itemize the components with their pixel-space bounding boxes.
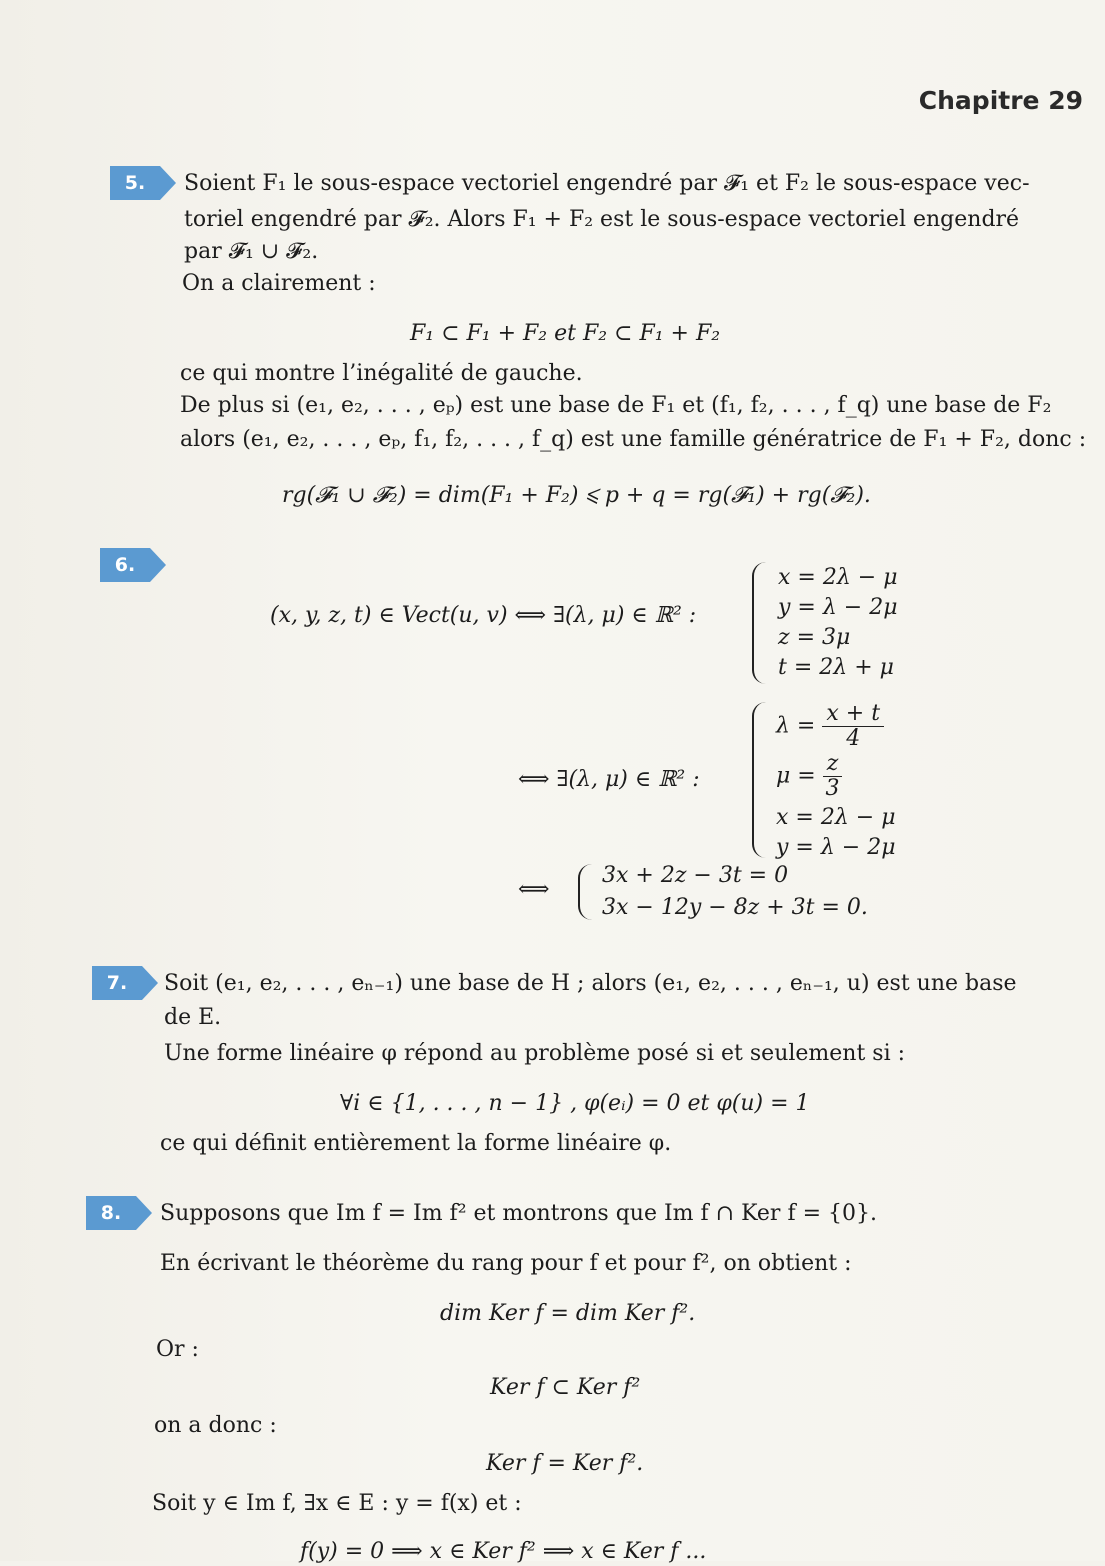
ex5-line-1: Soient F₁ le sous-espace vectoriel engendré par 𝓕₁ et F₂ le sous-espace vec- (184, 171, 1030, 196)
ex8-line-6: f(y) = 0 ⟹ x ∈ Ker f² ⟹ x ∈ Ker f ... (300, 1539, 707, 1564)
brace-1 (752, 562, 768, 684)
exercise-8-badge (86, 1196, 152, 1230)
chapter-title: Chapitre 29 (918, 86, 1083, 115)
exercise-5-badge (110, 166, 176, 200)
badge-arrow-icon (160, 166, 176, 200)
ex6-lhs-2: ⟺ ∃(λ, μ) ∈ ℝ² : (518, 767, 700, 792)
ex7-line-1: Soit (e₁, e₂, . . . , eₙ₋₁) une base de H ; alors (e₁, e₂, . . . , eₙ₋₁, u) est une base (164, 971, 1017, 996)
ex7-line-4: ce qui définit entièrement la forme linéaire φ. (160, 1131, 672, 1156)
mu-numerator: z (823, 752, 843, 777)
ex6-mu-row (776, 752, 842, 801)
lambda-lhs: λ = (776, 713, 816, 739)
ex5-line-3: par 𝓕₁ ∪ 𝓕₂. (184, 239, 319, 264)
ex6-system-1-eq-3: z = 3μ (778, 625, 851, 650)
ex5-line-5: ce qui montre l’inégalité de gauche. (180, 361, 583, 386)
ex6-system-2-eq-4: y = λ − 2μ (776, 835, 896, 860)
badge-arrow-icon (150, 548, 166, 582)
ex8-line-1: Supposons que Im f = Im f² et montrons que Im f ∩ Ker f = {0}. (160, 1201, 877, 1226)
exercise-7-badge (92, 966, 158, 1000)
badge-arrow-icon (142, 966, 158, 1000)
ex8-equation-2: Ker f ⊂ Ker f² (490, 1375, 641, 1400)
ex6-lambda-row (776, 702, 884, 751)
ex8-line-5: Soit y ∈ Im f, ∃x ∈ E : y = f(x) et : (152, 1491, 522, 1516)
exercise-6-badge (100, 548, 166, 582)
ex5-equation-1: F₁ ⊂ F₁ + F₂ et F₂ ⊂ F₁ + F₂ (410, 321, 721, 346)
ex7-line-2: de E. (164, 1005, 222, 1030)
ex6-system-1-eq-1: x = 2λ − μ (778, 565, 898, 590)
ex8-line-3: Or : (156, 1337, 199, 1362)
mu-lhs: μ = (776, 763, 816, 789)
badge-arrow-icon (136, 1196, 152, 1230)
lambda-numerator: x + t (822, 702, 884, 727)
ex6-system-1-eq-2: y = λ − 2μ (778, 595, 898, 620)
ex6-system-2-eq-3: x = 2λ − μ (776, 805, 896, 830)
mu-denominator: 3 (825, 776, 840, 801)
ex5-line-7: alors (e₁, e₂, . . . , eₚ, f₁, f₂, . . . , f_q) est une famille génératrice de F₁ + F₂, donc : (180, 427, 1087, 452)
ex8-line-2: En écrivant le théorème du rang pour f et pour f², on obtient : (160, 1251, 852, 1276)
ex6-system-3-eq-2: 3x − 12y − 8z + 3t = 0. (602, 895, 868, 920)
lambda-denominator: 4 (846, 726, 861, 751)
lambda-fraction (822, 702, 884, 751)
exercise-8-number: 8. (86, 1196, 136, 1230)
ex6-system-1-eq-4: t = 2λ + μ (778, 655, 894, 680)
ex6-lhs-1: (x, y, z, t) ∈ Vect(u, v) ⟺ ∃(λ, μ) ∈ ℝ² : (270, 603, 697, 628)
ex5-equation-2: rg(𝓕₁ ∪ 𝓕₂) = dim(F₁ + F₂) ⩽ p + q = rg(𝓕₁) + rg(𝓕₂). (282, 483, 871, 508)
ex8-equation-3: Ker f = Ker f². (486, 1451, 644, 1476)
ex7-equation-1: ∀i ∈ {1, . . . , n − 1} , φ(eᵢ) = 0 et φ(u) = 1 (340, 1091, 810, 1116)
ex5-line-6: De plus si (e₁, e₂, . . . , eₚ) est une base de F₁ et (f₁, f₂, . . . , f_q) une base de F₂ (180, 393, 1052, 418)
brace-3 (578, 864, 592, 920)
ex6-lhs-3: ⟺ (518, 877, 550, 902)
exercise-6-number: 6. (100, 548, 150, 582)
ex6-system-3-eq-1: 3x + 2z − 3t = 0 (602, 863, 789, 888)
ex7-line-3: Une forme linéaire φ répond au problème posé si et seulement si : (164, 1041, 906, 1066)
ex5-line-4: On a clairement : (182, 271, 376, 296)
brace-2 (752, 702, 768, 858)
ex5-line-2: toriel engendré par 𝓕₂. Alors F₁ + F₂ est le sous-espace vectoriel engendré (184, 207, 1020, 232)
ex8-equation-1: dim Ker f = dim Ker f². (440, 1301, 696, 1326)
exercise-5-number: 5. (110, 166, 160, 200)
ex8-line-4: on a donc : (154, 1413, 277, 1438)
mu-fraction (823, 752, 843, 801)
exercise-7-number: 7. (92, 966, 142, 1000)
